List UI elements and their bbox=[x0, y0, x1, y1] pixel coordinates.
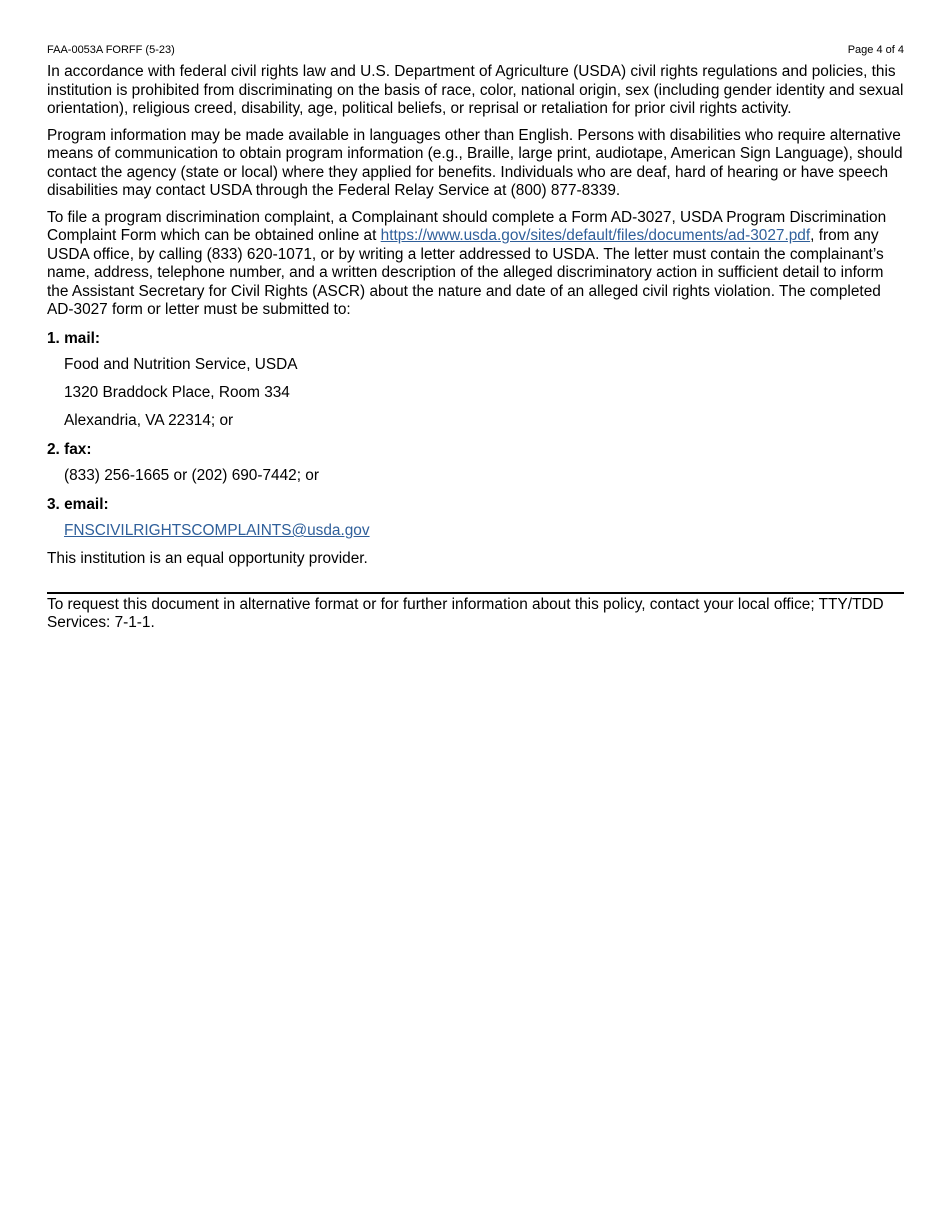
complaint-text-before-link: To file a program discrimination complaint, a Complainant should complete a Form AD-3027, USDA Program Discrimination Complaint Form which can be obtained online at bbox=[47, 208, 887, 244]
nondiscrimination-paragraph: In accordance with federal civil rights law and U.S. Department of Agriculture (USDA) civil rights regulations and policies, this institution is prohibited from discriminating on the basis of race, color, national origin, sex (including gender identity and sexual orientation), religious creed, disability, age, political beliefs, or reprisal or retaliation for prior civil rights activity. bbox=[47, 63, 904, 117]
email-label: 3. email: bbox=[47, 495, 109, 513]
document-page bbox=[47, 0, 904, 633]
complaint-paragraph bbox=[47, 209, 904, 320]
fax-numbers: (833) 256-1665 or (202) 690-7442; or bbox=[64, 467, 319, 484]
email-line bbox=[64, 522, 904, 541]
document-body bbox=[47, 63, 904, 569]
alternative-format-note: To request this document in alternative format or for further information about this policy, contact your local office; TTY/TDD Services: 7-1-1. bbox=[47, 595, 884, 631]
footer-divider bbox=[47, 592, 904, 594]
page-number: Page 4 of 4 bbox=[847, 44, 904, 56]
ad-3027-form-link[interactable]: https://www.usda.gov/sites/default/files/documents/ad-3027.pdf bbox=[380, 227, 811, 244]
mail-label: 1. mail: bbox=[47, 329, 101, 347]
equal-opportunity-statement: This institution is an equal opportunity provider. bbox=[47, 550, 368, 567]
page-header bbox=[47, 43, 904, 63]
complaints-email-link[interactable]: FNSCIVILRIGHTSCOMPLAINTS@usda.gov bbox=[64, 522, 370, 539]
mail-line-agency: Food and Nutrition Service, USDA bbox=[64, 356, 298, 373]
mail-line-street: 1320 Braddock Place, Room 334 bbox=[64, 384, 290, 401]
language-access-paragraph: Program information may be made available in languages other than English. Persons with disabilities who require alternative means of communication to obtain program information (e.g., Braille, large print, audiotape, American Sign Language), should contact the agency (state or local) where they applied for benefits. Individuals who are deaf, hard of hearing or have speech disabilities may contact USDA through the Federal Relay Service at (800) 877-8339. bbox=[47, 126, 903, 199]
complaint-text-after-link: , from any USDA office, by calling (833) 620-1071, or by writing a letter addressed to USDA. The letter must contain the complainant’s name, address, telephone number, and a written description of the alleged discriminatory action in sufficient detail to inform the Assistant Secretary for Civil Rights (ASCR) about the nature and date of an alleged civil rights violation. The completed AD-3027 form or letter must be submitted to: bbox=[47, 227, 884, 318]
mail-line-city: Alexandria, VA 22314; or bbox=[64, 412, 234, 429]
fax-label: 2. fax: bbox=[47, 440, 92, 458]
contact-list bbox=[47, 330, 904, 541]
form-id: FAA-0053A FORFF (5-23) bbox=[47, 44, 175, 56]
